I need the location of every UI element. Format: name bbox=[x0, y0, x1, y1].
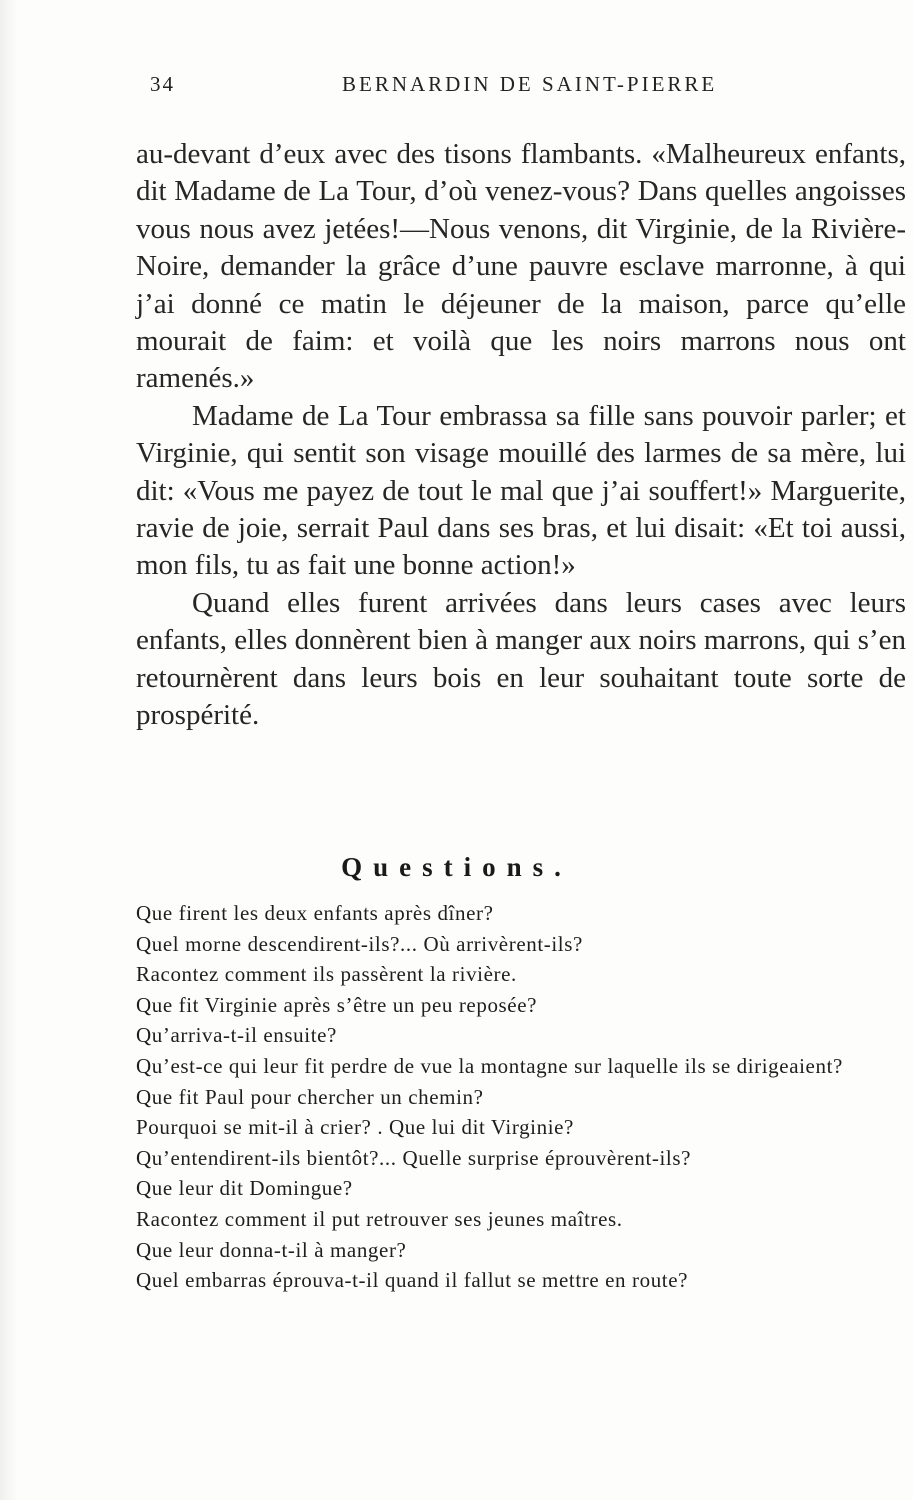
question-item: Qu’est-ce qui leur fit perdre de vue la montagne sur laquelle ils se dirigeaient? bbox=[136, 1053, 843, 1078]
page-gutter bbox=[0, 0, 18, 1500]
question-item: Que leur donna-t-il à manger? bbox=[136, 1237, 407, 1262]
page-number: 34 bbox=[150, 72, 175, 96]
questions-heading: Questions. bbox=[341, 852, 572, 882]
running-head bbox=[150, 72, 910, 108]
question-item: Qu’entendirent-ils bientôt?... Quelle surprise éprouvèrent-ils? bbox=[136, 1145, 692, 1170]
question-item: Racontez comment il put retrouver ses jeunes maîtres. bbox=[136, 1206, 623, 1231]
questions-list bbox=[136, 898, 906, 1296]
paragraph: au-devant d’eux avec des tisons flambants. «Malheureux enfants, dit Madame de La Tour, d’où venez-vous? Dans quelles angoisses vous nous avez jetées!—Nous venons, dit Virginie, de la Rivière-Noire, demander la grâce d’une pauvre esclave marronne, à qui j’ai donné ce matin le déjeuner de la maison, parce qu’elle mourait de faim: et voilà que les noirs marrons nous ont ramenés.» bbox=[136, 138, 906, 395]
question-item: Que firent les deux enfants après dîner? bbox=[136, 901, 494, 925]
question-item: Que fit Paul pour chercher un chemin? bbox=[136, 1084, 484, 1109]
running-title: BERNARDIN DE SAINT-PIERRE bbox=[342, 72, 718, 96]
question-item: Quel embarras éprouva-t-il quand il fallut se mettre en route? bbox=[136, 1268, 689, 1293]
question-item: Racontez comment ils passèrent la rivière. bbox=[136, 962, 517, 987]
question-item: Que fit Virginie après s’être un peu reposée? bbox=[136, 992, 538, 1017]
paragraph: Madame de La Tour embrassa sa fille sans pouvoir parler; et Virginie, qui sentit son visage mouillé des larmes de sa mère, lui dit: «Vous me payez de tout le mal que j’ai souffert!» Marguerite, ravie de joie, serrait Paul dans ses bras, et lui disait: «Et toi aussi, mon fils, tu as fait une bonne action!» bbox=[136, 399, 906, 582]
question-item: Que leur dit Domingue? bbox=[136, 1176, 353, 1201]
body-text bbox=[136, 136, 906, 735]
question-item: Quel morne descendirent-ils?... Où arrivèrent-ils? bbox=[136, 931, 583, 956]
paragraph: Quand elles furent arrivées dans leurs cases avec leurs enfants, elles donnèrent bien à manger aux noirs marrons, qui s’en retournèrent dans leurs bois en leur souhaitant toute sorte de prospérité. bbox=[136, 586, 906, 732]
question-item: Qu’arriva-t-il ensuite? bbox=[136, 1023, 337, 1048]
question-item: Pourquoi se mit-il à crier? . Que lui dit Virginie? bbox=[136, 1115, 574, 1140]
